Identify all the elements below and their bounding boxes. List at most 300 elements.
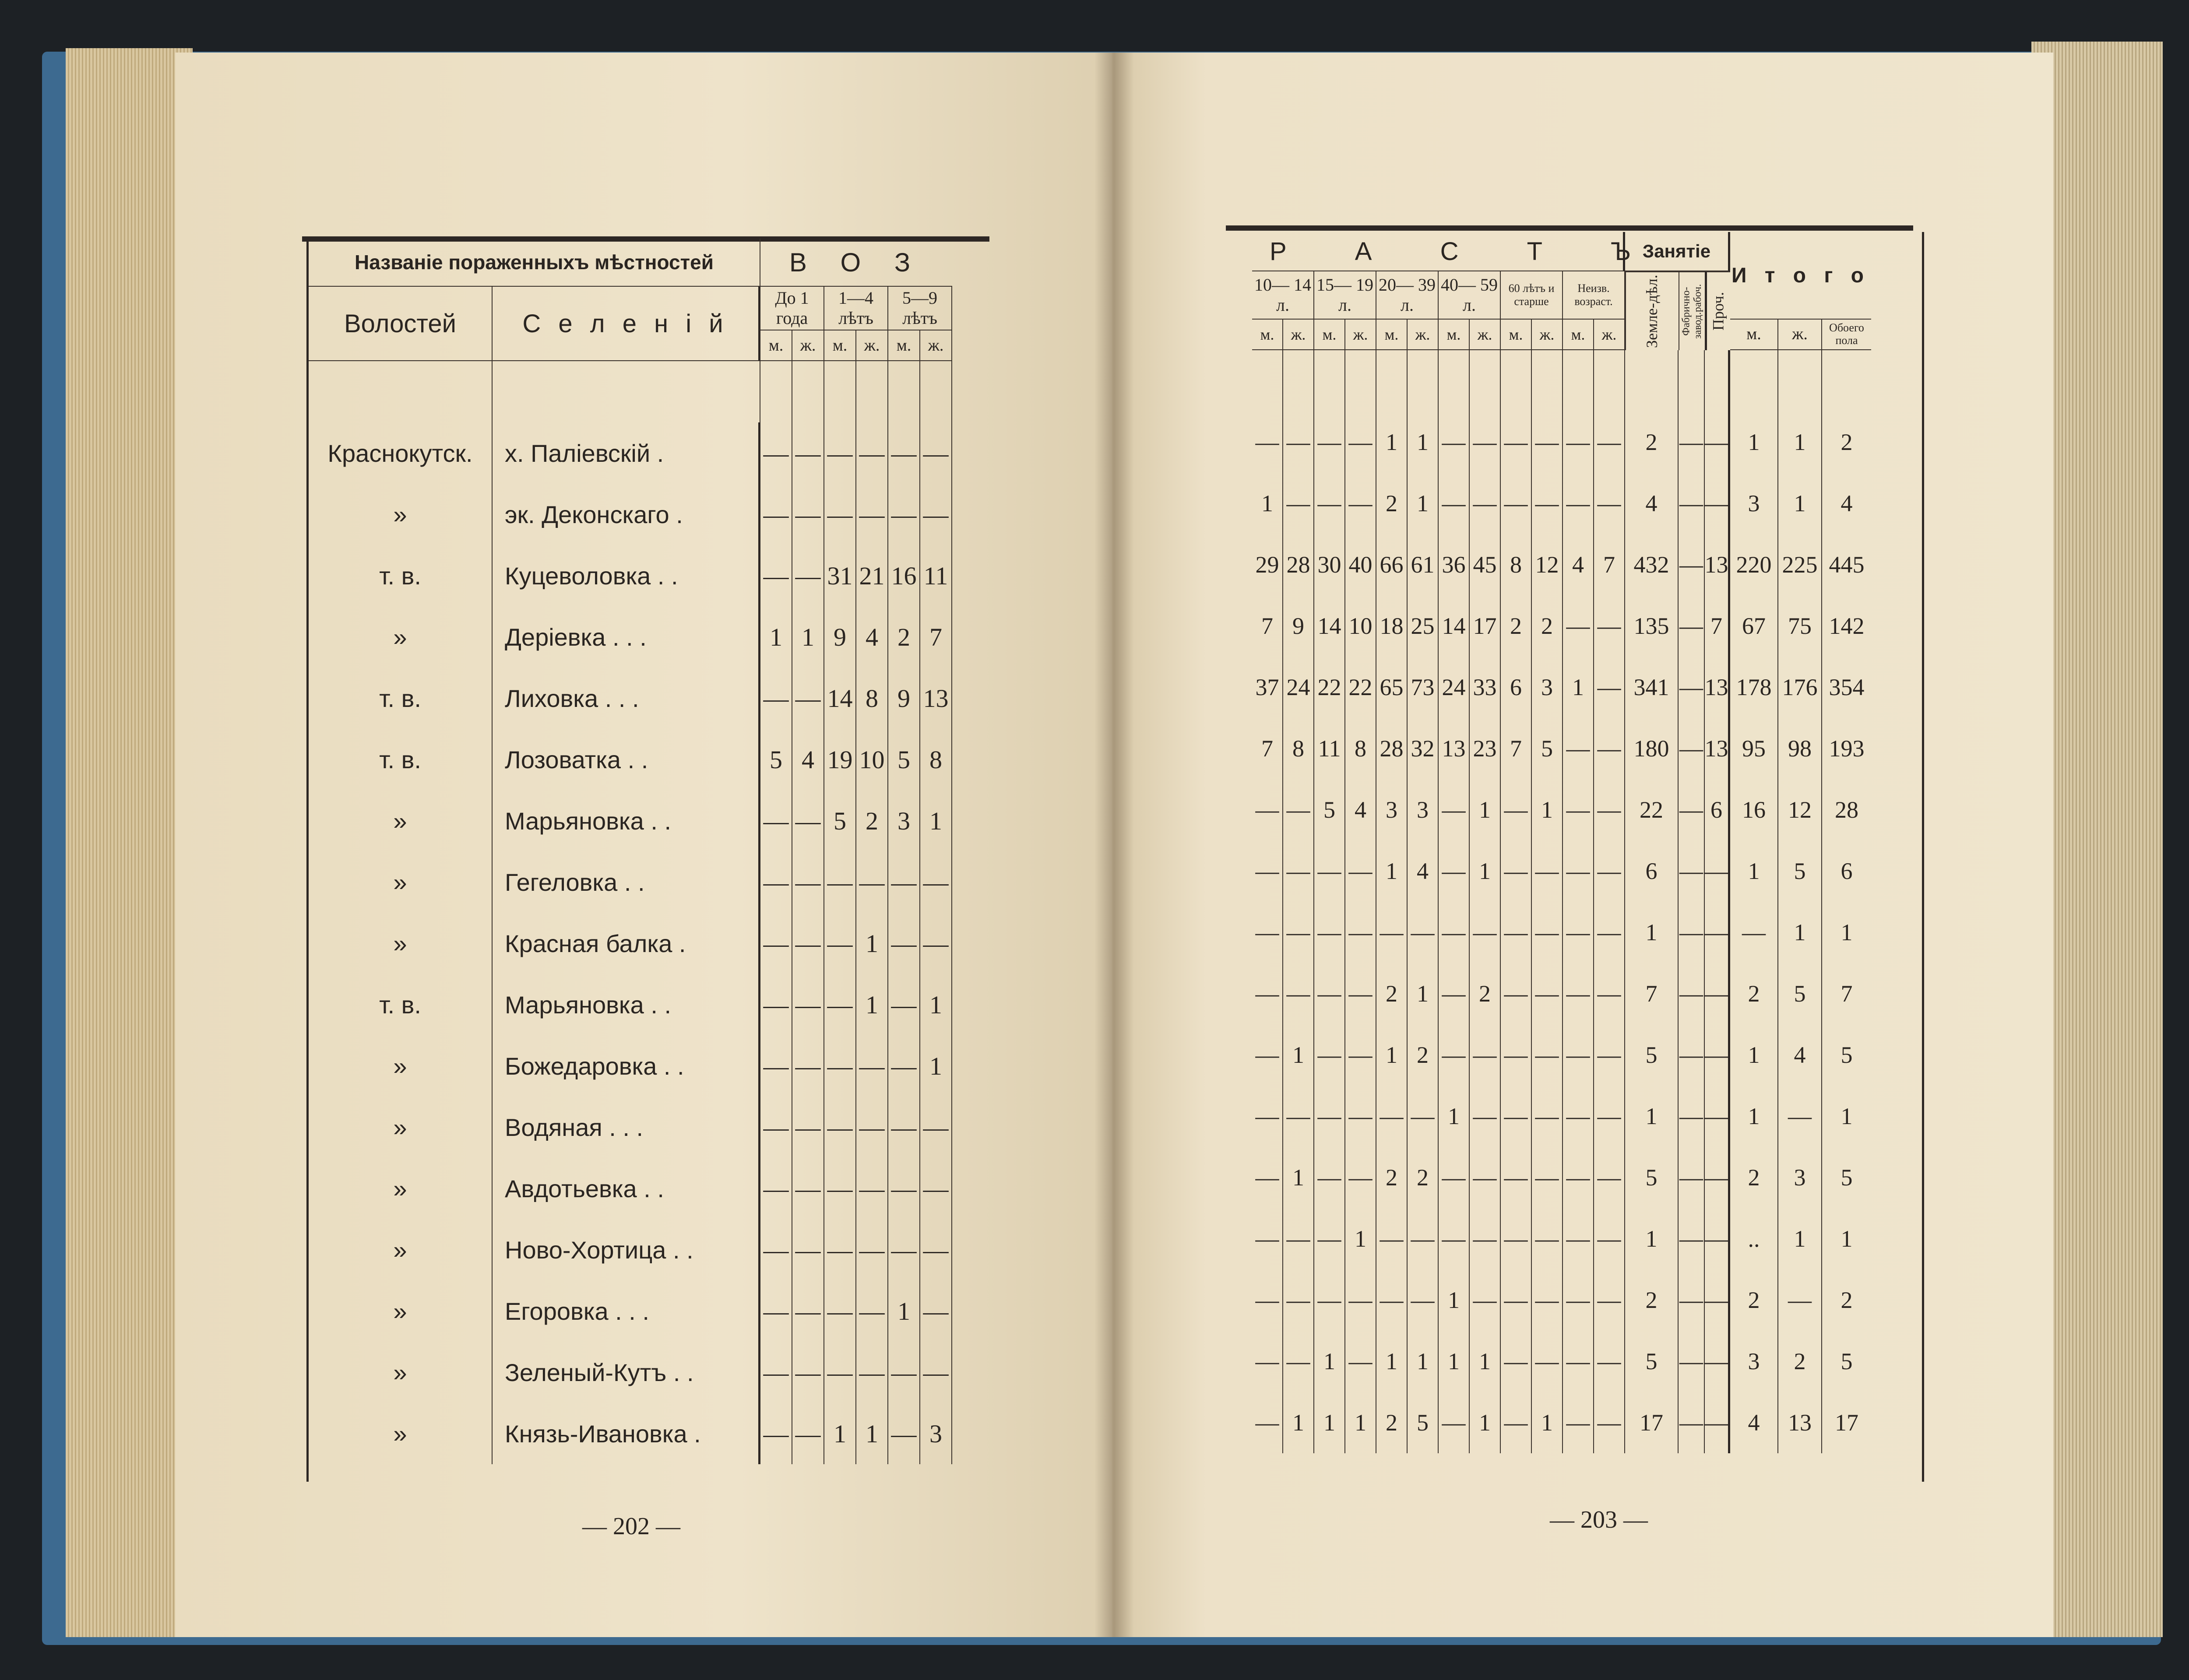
spacer-cell xyxy=(792,361,824,422)
value-cell: 1 xyxy=(792,606,824,668)
value-cell: — xyxy=(760,1403,792,1464)
occupation-cell: 5 xyxy=(1625,1331,1679,1392)
book-gutter xyxy=(1094,53,1134,1637)
value-cell: — xyxy=(888,974,920,1035)
value-cell: 14 xyxy=(1439,595,1470,657)
value-cell: — xyxy=(888,1219,920,1280)
value-cell: 22 xyxy=(1345,657,1376,718)
total-cell: 3 xyxy=(1730,473,1778,534)
value-cell: 6 xyxy=(1501,657,1532,718)
volost-cell: » xyxy=(309,1097,493,1158)
value-cell: 1 xyxy=(1252,473,1283,534)
value-cell: 4 xyxy=(1408,840,1439,902)
volost-cell: » xyxy=(309,606,493,668)
value-cell: — xyxy=(1252,1331,1283,1392)
value-cell: — xyxy=(856,1280,888,1342)
value-cell: — xyxy=(1470,1147,1501,1208)
value-cell: — xyxy=(792,974,824,1035)
value-cell: — xyxy=(888,422,920,484)
total-cell: 5 xyxy=(1778,840,1822,902)
sex-col-header: м. xyxy=(1501,320,1532,350)
value-cell: — xyxy=(1314,1269,1345,1331)
value-cell: — xyxy=(1283,1331,1314,1392)
total-cell: 2 xyxy=(1730,1147,1778,1208)
value-cell: — xyxy=(1439,902,1470,963)
value-cell: — xyxy=(856,851,888,913)
value-cell: — xyxy=(792,1097,824,1158)
sex-col-header: м. xyxy=(1439,320,1470,350)
value-cell: — xyxy=(920,851,952,913)
occupation-cell: — xyxy=(1679,411,1705,473)
volost-cell: т. в. xyxy=(309,729,493,790)
total-cell: 220 xyxy=(1730,534,1778,595)
table-title: Названіе пораженныхъ мѣстностей xyxy=(309,239,760,287)
value-cell: 1 xyxy=(856,1403,888,1464)
sex-col-header: ж. xyxy=(1594,320,1625,350)
value-cell: — xyxy=(1439,473,1470,534)
village-cell: Авдотьевка . . xyxy=(493,1158,760,1219)
value-cell: 2 xyxy=(1376,473,1408,534)
value-cell: 33 xyxy=(1470,657,1501,718)
value-cell: — xyxy=(888,484,920,545)
value-cell: 24 xyxy=(1439,657,1470,718)
sex-col-header: ж. xyxy=(1345,320,1376,350)
value-cell: — xyxy=(1532,473,1563,534)
value-cell: — xyxy=(1501,1331,1532,1392)
village-cell: Водяная . . . xyxy=(493,1097,760,1158)
value-cell: — xyxy=(1345,1269,1376,1331)
value-cell: — xyxy=(760,1158,792,1219)
occupation-cell: 13 xyxy=(1705,657,1730,718)
value-cell: — xyxy=(792,913,824,974)
volost-cell: » xyxy=(309,1035,493,1097)
value-cell: 1 xyxy=(1376,1331,1408,1392)
value-cell: — xyxy=(1376,1086,1408,1147)
occupation-cell: — xyxy=(1705,473,1730,534)
value-cell: 31 xyxy=(824,545,856,606)
left-table xyxy=(306,239,970,1482)
occupation-cell: — xyxy=(1705,411,1730,473)
value-cell: 8 xyxy=(1283,718,1314,779)
value-cell: 13 xyxy=(920,668,952,729)
value-cell: — xyxy=(1345,1086,1376,1147)
value-cell: — xyxy=(1283,840,1314,902)
total-cell: 354 xyxy=(1829,674,1865,700)
sex-col-header: ж. xyxy=(1408,320,1439,350)
sex-col-header: м. xyxy=(1314,320,1345,350)
occupation-cell: — xyxy=(1679,840,1705,902)
value-cell: — xyxy=(1470,1086,1501,1147)
total-col-header: ж. xyxy=(1778,320,1822,350)
total-cell: 2 xyxy=(1778,1331,1822,1392)
value-cell: — xyxy=(1594,1208,1625,1269)
value-cell: — xyxy=(888,851,920,913)
total-cell: 3 xyxy=(1778,1147,1822,1208)
total-cell: 17 xyxy=(1835,1409,1858,1436)
volost-cell: » xyxy=(309,851,493,913)
value-cell: — xyxy=(856,1219,888,1280)
page-edges-left xyxy=(66,48,193,1637)
total-cell: 176 xyxy=(1778,657,1822,718)
spacer-cell xyxy=(1314,350,1345,411)
occupation-cell: — xyxy=(1679,902,1705,963)
value-cell: 28 xyxy=(1376,718,1408,779)
value-cell: 1 xyxy=(1563,657,1594,718)
value-cell: — xyxy=(1439,1147,1470,1208)
value-cell: — xyxy=(1345,1024,1376,1086)
value-cell: — xyxy=(1283,963,1314,1024)
sex-col-header: ж. xyxy=(856,330,888,361)
occupation-cell: — xyxy=(1679,595,1705,657)
volost-cell: » xyxy=(309,1158,493,1219)
total-cell: .. xyxy=(1730,1208,1778,1269)
value-cell: 1 xyxy=(1283,1024,1314,1086)
spacer-cell xyxy=(1625,350,1679,411)
age-col-header: 5—9 лѣтъ xyxy=(888,287,952,330)
value-cell: — xyxy=(1532,1147,1563,1208)
occupation-cell: — xyxy=(1705,1147,1730,1208)
value-cell: 12 xyxy=(1532,534,1563,595)
value-cell: 13 xyxy=(1439,718,1470,779)
occupation-cell: — xyxy=(1679,779,1705,840)
value-cell: 65 xyxy=(1376,657,1408,718)
value-cell: — xyxy=(792,1219,824,1280)
page-number-right: — 203 — xyxy=(1550,1506,1648,1533)
value-cell: — xyxy=(760,1097,792,1158)
spacer-cell xyxy=(1778,350,1822,411)
spacer-cell xyxy=(1532,350,1563,411)
value-cell: 9 xyxy=(1283,595,1314,657)
village-cell: Гегеловка . . xyxy=(493,851,760,913)
value-cell: 25 xyxy=(1408,595,1439,657)
total-cell: 5 xyxy=(1841,1348,1853,1374)
total-cell: 28 xyxy=(1835,797,1858,823)
col-volost-header: Волостей xyxy=(309,287,493,361)
value-cell: 1 xyxy=(1532,779,1563,840)
village-cell: Деріевка . . . xyxy=(493,606,760,668)
total-cell: 4 xyxy=(1778,1024,1822,1086)
spacer-cell xyxy=(1252,350,1283,411)
value-cell: — xyxy=(888,1097,920,1158)
age-col-header: 60 лѣтъ и старше xyxy=(1501,271,1563,320)
value-cell: — xyxy=(1252,779,1283,840)
value-cell: — xyxy=(1439,411,1470,473)
volost-cell: т. в. xyxy=(309,668,493,729)
volost-cell: Краснокутск. xyxy=(309,422,493,484)
value-cell: 9 xyxy=(824,606,856,668)
value-cell: 7 xyxy=(1252,595,1283,657)
value-cell: — xyxy=(1532,1208,1563,1269)
value-cell: — xyxy=(888,1158,920,1219)
value-cell: 3 xyxy=(1532,657,1563,718)
value-cell: — xyxy=(792,1342,824,1403)
value-cell: 1 xyxy=(1408,473,1439,534)
age-col-header: 40— 59 л. xyxy=(1439,271,1501,320)
occupation-cell: — xyxy=(1679,718,1705,779)
spacer-cell xyxy=(760,361,792,422)
value-cell: 28 xyxy=(1283,534,1314,595)
value-cell: — xyxy=(1283,1208,1314,1269)
occupation-cell: 1 xyxy=(1625,1208,1679,1269)
spacer-cell xyxy=(1730,350,1778,411)
age-col-header: 20— 39 л. xyxy=(1376,271,1439,320)
value-cell: 61 xyxy=(1408,534,1439,595)
value-cell: 4 xyxy=(1345,779,1376,840)
value-cell: — xyxy=(760,790,792,851)
value-cell: 5 xyxy=(1408,1392,1439,1453)
village-cell: Куцеволовка . . xyxy=(493,545,760,606)
value-cell: — xyxy=(824,1280,856,1342)
value-cell: 8 xyxy=(920,729,952,790)
value-cell: 1 xyxy=(1439,1331,1470,1392)
value-cell: — xyxy=(1408,1269,1439,1331)
occupation-cell: — xyxy=(1679,1208,1705,1269)
village-cell: Князь-Ивановка . xyxy=(493,1403,760,1464)
occupation-cell: — xyxy=(1705,1208,1730,1269)
total-cell: — xyxy=(1778,1269,1822,1331)
value-cell: — xyxy=(1439,1208,1470,1269)
value-cell: — xyxy=(760,545,792,606)
value-cell: — xyxy=(1594,963,1625,1024)
value-cell: — xyxy=(1439,963,1470,1024)
value-cell: — xyxy=(1501,840,1532,902)
occupation-header: Занятіе xyxy=(1625,232,1730,271)
value-cell: 1 xyxy=(920,790,952,851)
value-cell: — xyxy=(1532,1269,1563,1331)
value-cell: — xyxy=(792,668,824,729)
value-cell: — xyxy=(1594,1086,1625,1147)
value-cell: — xyxy=(1594,595,1625,657)
volost-cell: » xyxy=(309,1219,493,1280)
value-cell: 1 xyxy=(1470,779,1501,840)
value-cell: 1 xyxy=(1470,1392,1501,1453)
value-cell: 1 xyxy=(1439,1086,1470,1147)
value-cell: — xyxy=(1408,1086,1439,1147)
value-cell: — xyxy=(1563,1269,1594,1331)
value-cell: — xyxy=(1532,902,1563,963)
value-cell: 5 xyxy=(1532,718,1563,779)
value-cell: — xyxy=(1594,1269,1625,1331)
spacer-cell xyxy=(1345,350,1376,411)
occupation-cell: — xyxy=(1679,1392,1705,1453)
spacer-cell xyxy=(1283,350,1314,411)
value-cell: 1 xyxy=(1314,1331,1345,1392)
occupation-cell: 5 xyxy=(1625,1024,1679,1086)
total-cell: 1 xyxy=(1841,1226,1853,1252)
village-cell: Марьяновка . . xyxy=(493,790,760,851)
value-cell: — xyxy=(1408,902,1439,963)
value-cell: — xyxy=(1252,902,1283,963)
value-cell: — xyxy=(1594,1147,1625,1208)
value-cell: 1 xyxy=(1470,840,1501,902)
volost-cell: » xyxy=(309,913,493,974)
value-cell: — xyxy=(1345,473,1376,534)
value-cell: — xyxy=(792,484,824,545)
value-cell: 1 xyxy=(1376,840,1408,902)
value-cell: — xyxy=(824,484,856,545)
value-cell: 1 xyxy=(856,974,888,1035)
occupation-col-header: Фабрично-завод.рабоч. xyxy=(1679,271,1705,350)
value-cell: — xyxy=(1345,902,1376,963)
occupation-cell: — xyxy=(1679,473,1705,534)
value-cell: 7 xyxy=(920,606,952,668)
value-cell: — xyxy=(824,1158,856,1219)
total-cell: 1 xyxy=(1730,411,1778,473)
spacer-cell xyxy=(1679,350,1705,411)
village-cell: Егоровка . . . xyxy=(493,1280,760,1342)
value-cell: 37 xyxy=(1252,657,1283,718)
value-cell: — xyxy=(920,422,952,484)
occupation-cell: 1 xyxy=(1625,902,1679,963)
total-cell: 3 xyxy=(1730,1331,1778,1392)
occupation-cell: — xyxy=(1705,1392,1730,1453)
value-cell: 2 xyxy=(856,790,888,851)
spacer-cell xyxy=(1501,350,1532,411)
occupation-cell: 180 xyxy=(1625,718,1679,779)
value-cell: — xyxy=(1345,963,1376,1024)
value-cell: — xyxy=(920,1097,952,1158)
value-cell: — xyxy=(1345,411,1376,473)
occupation-cell: — xyxy=(1679,657,1705,718)
value-cell: — xyxy=(792,790,824,851)
sex-col-header: ж. xyxy=(792,330,824,361)
occupation-cell: — xyxy=(1705,1331,1730,1392)
occupation-cell: 2 xyxy=(1625,1269,1679,1331)
village-cell: Лиховка . . . xyxy=(493,668,760,729)
total-cell: 193 xyxy=(1829,735,1865,762)
value-cell: — xyxy=(1408,1208,1439,1269)
occupation-cell: 6 xyxy=(1625,840,1679,902)
sex-col-header: м. xyxy=(760,330,792,361)
value-cell: — xyxy=(1563,963,1594,1024)
value-cell: — xyxy=(1594,473,1625,534)
value-cell: — xyxy=(1252,1208,1283,1269)
value-cell: 4 xyxy=(856,606,888,668)
total-cell: 95 xyxy=(1730,718,1778,779)
value-cell: — xyxy=(824,1035,856,1097)
value-cell: — xyxy=(1563,718,1594,779)
value-cell: — xyxy=(1501,1269,1532,1331)
occupation-cell: 13 xyxy=(1705,718,1730,779)
spacer-cell xyxy=(493,361,760,422)
total-cell: 12 xyxy=(1778,779,1822,840)
total-cell: 1 xyxy=(1778,473,1822,534)
total-cell: 1 xyxy=(1778,1208,1822,1269)
value-cell: 18 xyxy=(1376,595,1408,657)
value-cell: — xyxy=(856,1097,888,1158)
total-col-header: м. xyxy=(1730,320,1778,350)
total-cell: 1 xyxy=(1778,902,1822,963)
value-cell: — xyxy=(824,913,856,974)
value-cell: — xyxy=(824,851,856,913)
occupation-cell: — xyxy=(1705,963,1730,1024)
occupation-cell: — xyxy=(1705,902,1730,963)
age-group-header: Р А С Т Ъ xyxy=(1252,232,1625,271)
value-cell: — xyxy=(1563,1392,1594,1453)
value-cell: — xyxy=(1283,902,1314,963)
value-cell: — xyxy=(1594,657,1625,718)
age-col-header: До 1 года xyxy=(760,287,824,330)
value-cell: — xyxy=(1252,1147,1283,1208)
spacer-cell xyxy=(309,361,493,422)
value-cell: — xyxy=(824,1219,856,1280)
sex-col-header: м. xyxy=(888,330,920,361)
value-cell: — xyxy=(824,422,856,484)
value-cell: 23 xyxy=(1470,718,1501,779)
value-cell: — xyxy=(1252,963,1283,1024)
village-cell: Красная балка . xyxy=(493,913,760,974)
value-cell: — xyxy=(1314,902,1345,963)
occupation-cell: — xyxy=(1705,1086,1730,1147)
value-cell: 7 xyxy=(1252,718,1283,779)
value-cell: — xyxy=(1501,473,1532,534)
value-cell: — xyxy=(1376,1208,1408,1269)
value-cell: — xyxy=(1470,1269,1501,1331)
total-cell: — xyxy=(1778,1086,1822,1147)
spacer-cell xyxy=(1594,350,1625,411)
value-cell: — xyxy=(888,1342,920,1403)
value-cell: 1 xyxy=(920,1035,952,1097)
village-cell: эк. Деконскаго . xyxy=(493,484,760,545)
value-cell: 19 xyxy=(824,729,856,790)
value-cell: — xyxy=(1501,1147,1532,1208)
spacer-cell xyxy=(1439,350,1470,411)
value-cell: 9 xyxy=(888,668,920,729)
sex-col-header: ж. xyxy=(1532,320,1563,350)
total-cell: 1 xyxy=(1730,840,1778,902)
total-cell: 2 xyxy=(1841,429,1853,455)
value-cell: 3 xyxy=(888,790,920,851)
total-cell: 1 xyxy=(1778,411,1822,473)
value-cell: — xyxy=(792,1158,824,1219)
value-cell: — xyxy=(1314,963,1345,1024)
value-cell: 3 xyxy=(1376,779,1408,840)
total-header: И т о г о xyxy=(1730,232,1871,320)
value-cell: — xyxy=(792,1035,824,1097)
value-cell: 1 xyxy=(1283,1147,1314,1208)
total-cell: 6 xyxy=(1841,858,1853,884)
value-cell: 22 xyxy=(1314,657,1345,718)
value-cell: — xyxy=(1283,473,1314,534)
value-cell: — xyxy=(1594,718,1625,779)
value-cell: — xyxy=(824,1342,856,1403)
value-cell: — xyxy=(1563,1208,1594,1269)
occupation-cell: 1 xyxy=(1625,1086,1679,1147)
total-cell: 2 xyxy=(1730,1269,1778,1331)
value-cell: — xyxy=(1594,840,1625,902)
total-col-header: Обоего пола xyxy=(1822,320,1871,350)
value-cell: 1 xyxy=(1439,1269,1470,1331)
volost-cell: т. в. xyxy=(309,545,493,606)
value-cell: 3 xyxy=(920,1403,952,1464)
value-cell: — xyxy=(856,1342,888,1403)
value-cell: — xyxy=(1532,840,1563,902)
occupation-cell: 432 xyxy=(1625,534,1679,595)
value-cell: — xyxy=(920,1280,952,1342)
value-cell: 1 xyxy=(1345,1392,1376,1453)
value-cell: 36 xyxy=(1439,534,1470,595)
volost-cell: » xyxy=(309,790,493,851)
volost-cell: » xyxy=(309,484,493,545)
village-cell: Марьяновка . . xyxy=(493,974,760,1035)
total-cell: 16 xyxy=(1730,779,1778,840)
value-cell: — xyxy=(1283,1269,1314,1331)
spacer-cell xyxy=(1563,350,1594,411)
sex-col-header: ж. xyxy=(1470,320,1501,350)
value-cell: — xyxy=(1314,411,1345,473)
value-cell: — xyxy=(1439,779,1470,840)
value-cell: — xyxy=(760,851,792,913)
